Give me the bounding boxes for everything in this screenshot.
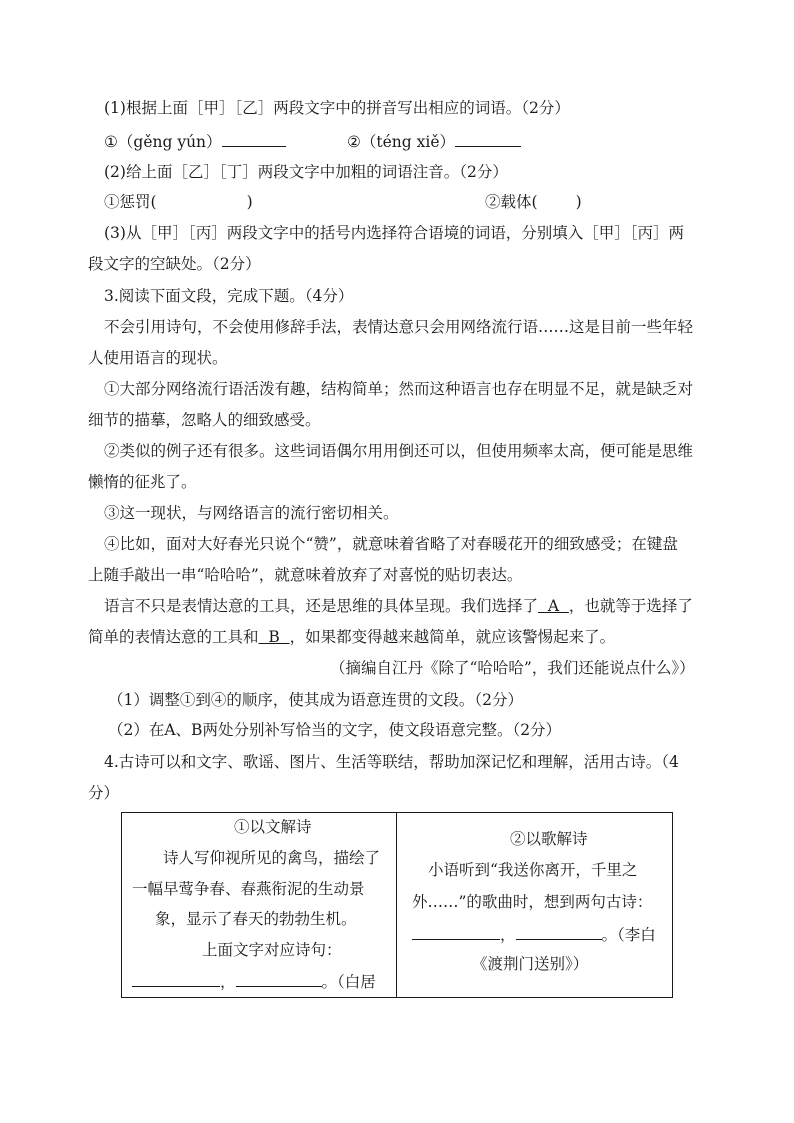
left-line2: 一幅早莺争春、春燕衔泥的生动景 bbox=[132, 880, 365, 898]
q3-s2-line1: ②类似的例子还有很多。这些词语偶尔用用倒还可以，但使用频率太高，便可能是思维 bbox=[104, 442, 694, 460]
left-comma: ， bbox=[220, 973, 236, 991]
left-tail: 。（白居 bbox=[321, 973, 376, 991]
blank-b[interactable]: B bbox=[258, 628, 290, 646]
conclusion-text-c: 简单的表情达意的工具和 bbox=[88, 628, 259, 646]
left-answer-blank-1[interactable] bbox=[132, 970, 220, 987]
left-heading: ①以文解诗 bbox=[234, 818, 312, 836]
table-divider bbox=[396, 813, 397, 997]
word-2-close: ) bbox=[575, 193, 582, 211]
word-1 bbox=[104, 192, 253, 212]
left-line4: 上面文字对应诗句： bbox=[202, 941, 342, 959]
q3-title: 3.阅读下面文段，完成下题。（4分） bbox=[104, 287, 354, 305]
q2-sub2: (2)给上面［乙］［丁］两段文字中加粗的词语注音。（2分） bbox=[104, 163, 508, 181]
left-line3: 象，显示了春天的勃勃生机。 bbox=[155, 910, 357, 928]
q3-s1-line1: ①大部分网络流行语活泼有趣，结构简单；然而这种语言也存在明显不足，就是缺乏对 bbox=[104, 380, 694, 398]
word-1-close: ) bbox=[246, 193, 253, 211]
pinyin-1-blank[interactable] bbox=[222, 130, 286, 147]
right-line4: 《渡荆门送别》） bbox=[472, 955, 589, 973]
q2-sub3-line1: (3)从［甲］［丙］两段文字中的括号内选择符合语境的词语，分别填入［甲］［丙］两 bbox=[104, 224, 684, 242]
pinyin-2-blank[interactable] bbox=[455, 130, 521, 147]
conclusion-text-a: 语言不只是表情达意的工具，还是思维的具体呈现。我们选择了 bbox=[104, 597, 539, 615]
q3-s4-line2: 上随手敲出一串“哈哈哈”，就意味着放弃了对喜悦的贴切表达。 bbox=[88, 566, 523, 584]
q3-conclusion-line1 bbox=[104, 596, 693, 616]
q4-title-line2: 分） bbox=[88, 784, 120, 802]
right-comma: ， bbox=[500, 926, 516, 944]
right-tail: 。（李白 bbox=[601, 926, 656, 944]
q4-title-line1: 4.古诗可以和文字、歌谣、图片、生活等联结，帮助加深记忆和理解，活用古诗。（4 bbox=[104, 753, 679, 771]
q2-pinyin-row bbox=[104, 130, 286, 152]
conclusion-text-d: ，如果都变得越来越简单，就应该警惕起来了。 bbox=[289, 628, 616, 646]
right-answer-blank-2[interactable] bbox=[516, 923, 602, 940]
q3-task1: （1）调整①到④的顺序，使其成为语意连贯的文段。（2分） bbox=[108, 691, 523, 709]
q3-conclusion-line2 bbox=[88, 627, 615, 647]
q3-s3: ③这一现状，与网络语言的流行密切相关。 bbox=[104, 504, 399, 522]
q4-table bbox=[121, 812, 673, 998]
blank-a[interactable]: A bbox=[538, 597, 569, 615]
q2-pinyin-row-2 bbox=[347, 130, 521, 152]
q3-s2-line2: 懒惰的征兆了。 bbox=[88, 473, 197, 491]
left-line1: 诗人写仰视所见的禽鸟，描绘了 bbox=[163, 849, 381, 867]
left-answer-blank-2[interactable] bbox=[236, 970, 322, 987]
word-1-label: ①惩罚( bbox=[104, 193, 157, 211]
q3-intro-line2: 人使用语言的现状。 bbox=[88, 349, 228, 367]
right-answer-blank-1[interactable] bbox=[412, 923, 500, 940]
q3-source: （摘编自江丹《除了“哈哈哈”，我们还能说点什么》） bbox=[330, 659, 695, 677]
q3-intro-line1: 不会引用诗句，不会使用修辞手法，表情达意只会用网络流行语……这是目前一些年轻 bbox=[104, 318, 694, 336]
pinyin-2: ②（téng xiě） bbox=[347, 133, 456, 151]
right-line2: 外……”的歌曲时，想到两句古诗： bbox=[412, 893, 653, 911]
right-line1: 小语听到“我送你离开，千里之 bbox=[428, 861, 638, 879]
conclusion-text-b: ，也就等于选择了 bbox=[568, 597, 693, 615]
pinyin-1: ①（gěng yún） bbox=[104, 133, 222, 151]
q2-sub1: (1)根据上面［甲］［乙］两段文字中的拼音写出相应的词语。（2分） bbox=[104, 99, 570, 117]
q3-s4-line1: ④比如，面对大好春光只说个“赞”，就意味着省略了对春暖花开的细致感受；在键盘 bbox=[104, 535, 678, 553]
q3-s1-line2: 细节的描摹，忽略人的细致感受。 bbox=[88, 411, 321, 429]
word-2-label: ②载体( bbox=[485, 193, 538, 211]
word-2 bbox=[485, 192, 582, 212]
right-answer-row bbox=[412, 923, 656, 945]
left-answer-row bbox=[132, 970, 376, 992]
q3-task2: （2）在A、B两处分别补写恰当的文字，使文段语意完整。（2分） bbox=[108, 721, 562, 739]
right-heading: ②以歌解诗 bbox=[510, 830, 588, 848]
q2-sub3-line2: 段文字的空缺处。（2分） bbox=[88, 255, 261, 273]
